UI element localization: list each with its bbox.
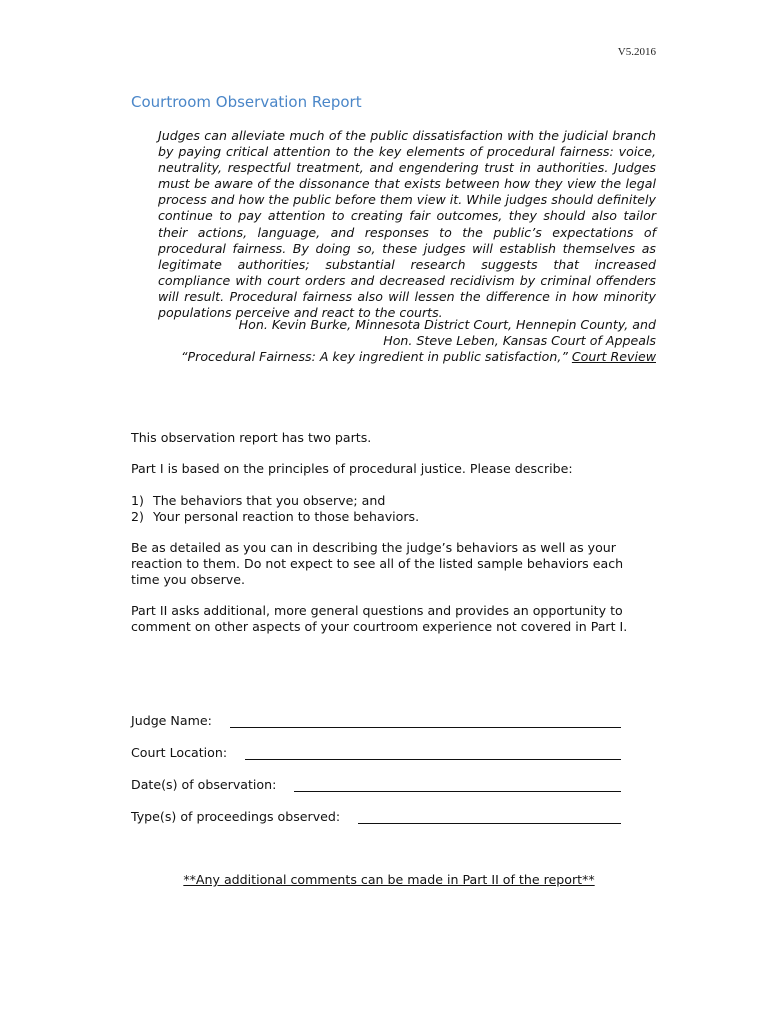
intro-paragraph-2: Part I is based on the principles of procedural justice. Please describe:	[131, 461, 573, 476]
list-item-text: The behaviors that you observe; and	[153, 493, 386, 508]
list-item-number: 2)	[131, 509, 144, 524]
citation-source: Court Review	[571, 349, 656, 365]
list-item-number: 1)	[131, 493, 144, 508]
additional-comments-note: **Any additional comments can be made in Part II of the report**	[183, 872, 595, 887]
quote-text: Judges can alleviate much of the public dissatisfaction with the judicial branch by paying critical attention to the key elements of procedural fairness: voice, neutrality, respectful treatment, and engendering trust in authorities. Judges must be aware of the dissonance that exists between how they view the legal process and how the public before them view it. While judges should definitely continue to pay attention to creating fair outcomes, they should also tailor their actions, language, and responses to the public’s expectations of procedural fairness. By doing so, these judges will establish themselves as legitimate authorities; substantial research suggests that increased compliance with court orders and decreased recidivism by criminal offenders will result. Procedural fairness also will lessen the difference in how minority populations perceive and react to the courts.	[158, 128, 656, 321]
page-title: Courtroom Observation Report	[131, 93, 362, 111]
proceedings-type-label: Type(s) of proceedings observed:	[131, 809, 341, 824]
court-location-field	[131, 745, 621, 760]
list-item	[131, 493, 651, 509]
proceedings-type-field	[131, 809, 621, 824]
judge-name-line[interactable]	[230, 713, 621, 728]
observation-dates-line[interactable]	[294, 777, 621, 792]
judge-name-label: Judge Name:	[131, 713, 212, 728]
court-location-line[interactable]	[245, 745, 621, 760]
list-item-text: Your personal reaction to those behaviors.	[153, 509, 420, 524]
version-label: V5.2016	[617, 46, 656, 58]
court-location-label: Court Location:	[131, 745, 228, 760]
proceedings-type-line[interactable]	[358, 809, 621, 824]
observation-dates-label: Date(s) of observation:	[131, 777, 277, 792]
observation-dates-field	[131, 777, 621, 792]
list-item	[131, 509, 651, 525]
intro-paragraph-1: This observation report has two parts.	[131, 430, 372, 445]
judge-name-field	[131, 713, 621, 728]
intro-paragraph-4: Part II asks additional, more general questions and provides an opportunity to comment on other aspects of your courtroom experience not covered in Part I.	[131, 603, 628, 634]
attribution-line-2: Hon. Steve Leben, Kansas Court of Appeals	[383, 333, 656, 349]
intro-paragraph-3: Be as detailed as you can in describing the judge’s behaviors as well as your reaction to them. Do not expect to see all of the listed sample behaviors each time you observe.	[131, 540, 624, 587]
attribution-citation	[158, 349, 656, 365]
attribution-line-1: Hon. Kevin Burke, Minnesota District Court, Hennepin County, and	[238, 317, 656, 332]
instruction-list	[131, 493, 651, 525]
quote-attribution	[158, 317, 656, 365]
citation-prefix: “Procedural Fairness: A key ingredient in public satisfaction,”	[181, 349, 572, 365]
